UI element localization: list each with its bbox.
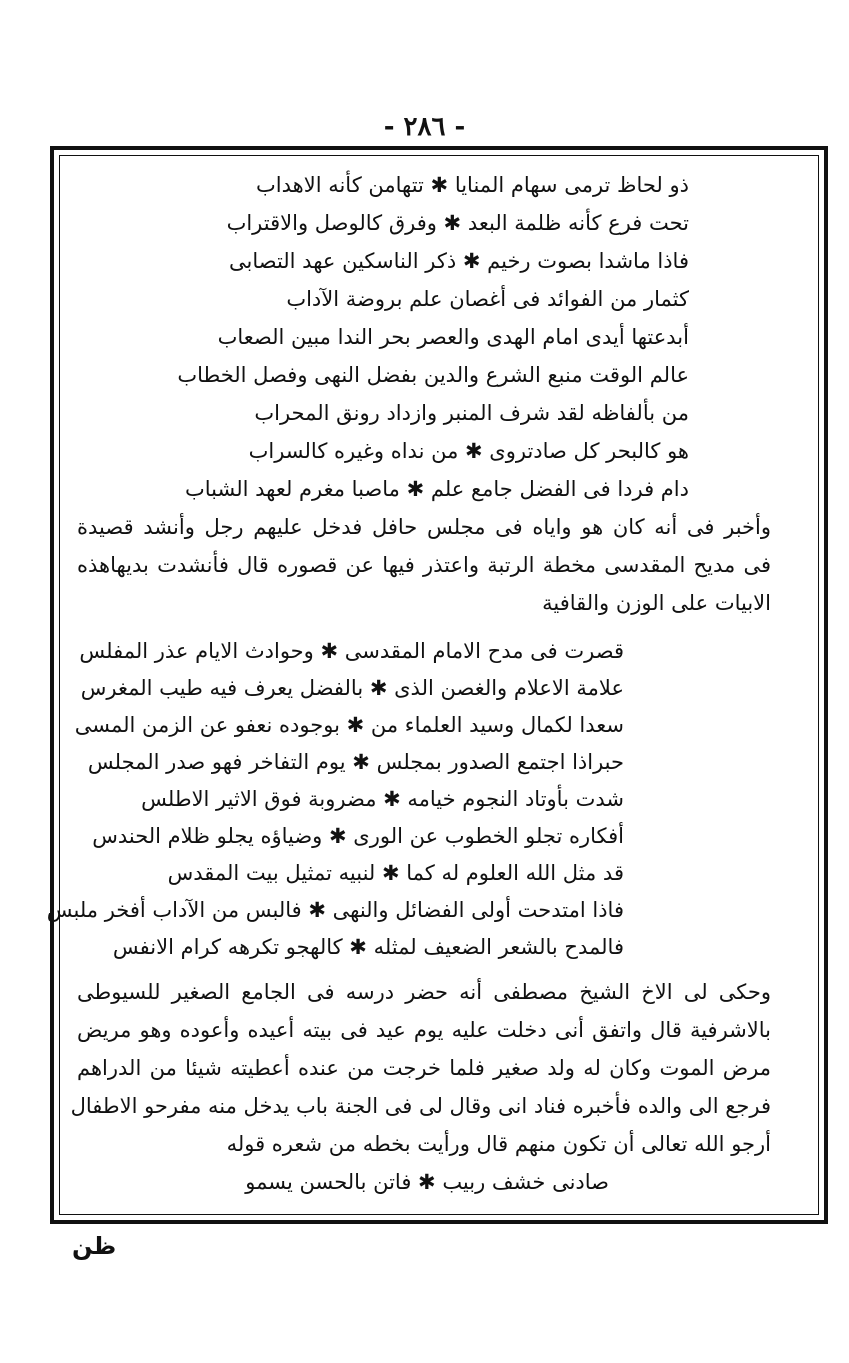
verse-line: من بألفاظه لقد شرف المنبر وازداد رونق المحراب <box>254 401 689 425</box>
prose-line: وحكى لى الاخ الشيخ مصطفى أنه حضر درسه فى الجامع الصغير للسيوطى <box>77 980 771 1004</box>
verse-line: علامة الاعلام والغصن الذى ✱ بالفضل يعرف فيه طيب المغرس <box>80 676 624 700</box>
verse-line: قصرت فى مدح الامام المقدسى ✱ وحوادث الايام عذر المفلس <box>79 639 624 663</box>
prose-line: أرجو الله تعالى أن تكون منهم قال ورأيت بخطه من شعره قوله <box>226 1132 771 1156</box>
prose-line: بالاشرفية قال واتفق أنى دخلت عليه يوم عيد فى بيته أعيده وأعوده وهو مريض <box>77 1018 771 1042</box>
verse-line: شدت بأوتاد النجوم خيامه ✱ مضروبة فوق الاثير الاطلس <box>141 787 624 811</box>
verse-line: دام فردا فى الفضل جامع علم ✱ ماصبا مغرم لعهد الشباب <box>184 477 689 501</box>
verse-line: تحت فرع كأنه ظلمة البعد ✱ وفرق كالوصل والاقتراب <box>226 211 689 235</box>
verse-line: فاذا امتدحت أولى الفضائل والنهى ✱ فالبس من الآداب أفخر ملبس <box>46 898 624 922</box>
catchword: ظن <box>72 1232 117 1260</box>
prose-line: وأخبر فى أنه كان هو واياه فى مجلس حافل فدخل عليهم رجل وأنشد قصيدة <box>77 515 771 539</box>
prose-line: الابيات على الوزن والقافية <box>542 591 771 615</box>
verse-line: حبراذا اجتمع الصدور بمجلس ✱ يوم التفاخر فهو صدر المجلس <box>87 750 624 774</box>
verse-line: قد مثل الله العلوم له كما ✱ لنبيه تمثيل بيت المقدس <box>167 861 624 885</box>
verse-line: أبدعتها أيدى امام الهدى والعصر بحر الندا مبين الصعاب <box>217 325 689 349</box>
verse-line: أفكاره تجلو الخطوب عن الورى ✱ وضياؤه يجلو ظلام الحندس <box>92 824 624 848</box>
verse-line: ذو لحاظ ترمى سهام المنايا ✱ تتهامن كأنه الاهداب <box>256 173 689 197</box>
verse-line: صادنى خشف ربيب ✱ فاتن بالحسن يسمو <box>245 1170 609 1194</box>
prose-line: فى مديح المقدسى مخطة الرتبة واعتذر فيها عن قصوره قال فأنشدت بديهاهذه <box>77 553 771 577</box>
verse-line: فالمدح بالشعر الضعيف لمثله ✱ كالهجو تكرهه كرام الانفس <box>112 935 624 959</box>
verse-line: هو كالبحر كل صادتروى ✱ من نداه وغيره كالسراب <box>248 439 689 463</box>
verse-line: عالم الوقت منبع الشرع والدين بفضل النهى وفصل الخطاب <box>177 363 689 387</box>
prose-line: فرجع الى والده فأخبره فناد انى وقال لى فى الجنة باب يدخل منه مفرحو الاطفال <box>70 1094 771 1118</box>
prose-line: مرض الموت وكان له ولد صغير فلما خرجت من عنده أعطيته شيئا من الدراهم <box>77 1056 771 1080</box>
verse-line: فاذا ماشدا بصوت رخيم ✱ ذكر الناسكين عهد التصابى <box>228 249 689 273</box>
verse-line: كثمار من الفوائد فى أغصان علم بروضة الآداب <box>286 287 689 311</box>
page-number: - ٢٨٦ - <box>383 112 466 142</box>
verse-line: سعدا لكمال وسيد العلماء من ✱ بوجوده نعفو عن الزمن المسى <box>74 713 624 737</box>
